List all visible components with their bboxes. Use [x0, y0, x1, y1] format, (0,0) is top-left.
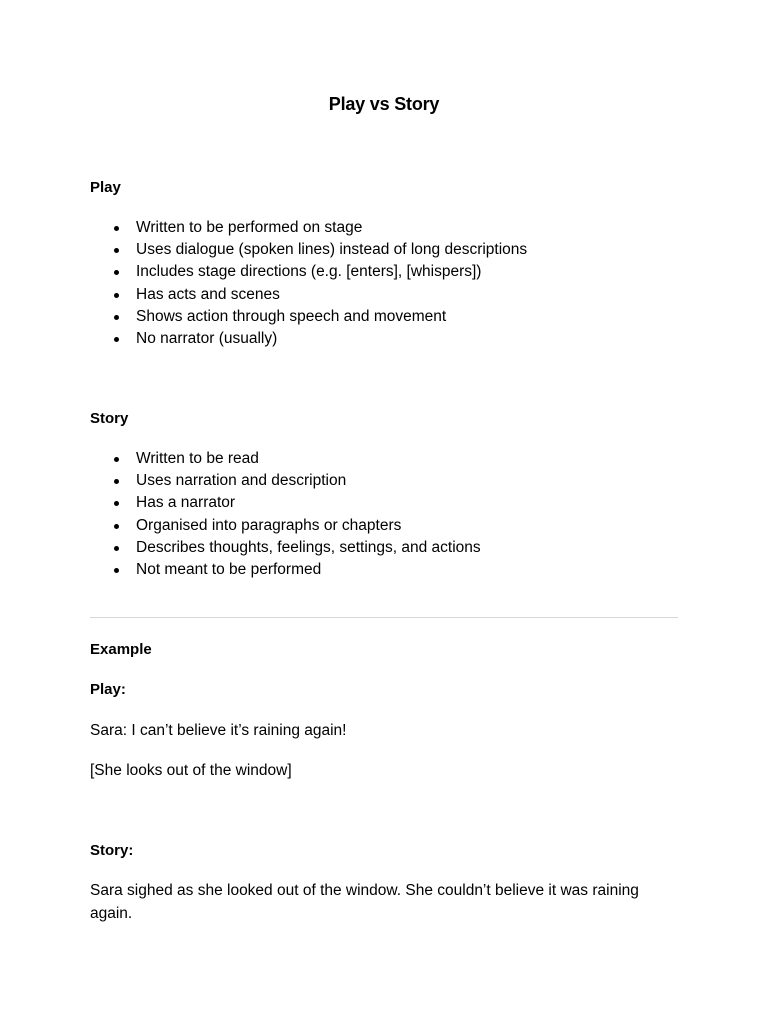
- example-heading: Example: [90, 641, 152, 658]
- list-item: Has acts and scenes: [90, 284, 527, 306]
- example-play-line: Sara: I can’t believe it’s raining again!: [90, 722, 347, 739]
- list-item: Uses dialogue (spoken lines) instead of long descriptions: [90, 239, 527, 261]
- list-item: Has a narrator: [90, 492, 481, 514]
- example-play-label: Play:: [90, 681, 126, 698]
- list-item: Organised into paragraphs or chapters: [90, 515, 481, 537]
- example-story-text: Sara sighed as she looked out of the window. She couldn’t believe it was raining again.: [90, 882, 639, 922]
- section-divider: [90, 617, 678, 618]
- play-features-list: [90, 217, 527, 350]
- list-item: Includes stage directions (e.g. [enters], [whispers]): [90, 261, 527, 283]
- list-item: Written to be performed on stage: [90, 217, 527, 239]
- example-play-direction: [She looks out of the window]: [90, 762, 292, 779]
- document-title: Play vs Story: [328, 94, 440, 114]
- list-item: Uses narration and description: [90, 470, 481, 492]
- story-features-list: [90, 448, 481, 581]
- list-item: Shows action through speech and movement: [90, 306, 527, 328]
- list-item: Written to be read: [90, 448, 481, 470]
- story-heading: Story: [90, 410, 129, 427]
- list-item: No narrator (usually): [90, 328, 527, 350]
- list-item: Not meant to be performed: [90, 559, 481, 581]
- example-story-label: Story:: [90, 842, 134, 859]
- list-item: Describes thoughts, feelings, settings, and actions: [90, 537, 481, 559]
- play-heading: Play: [90, 179, 121, 196]
